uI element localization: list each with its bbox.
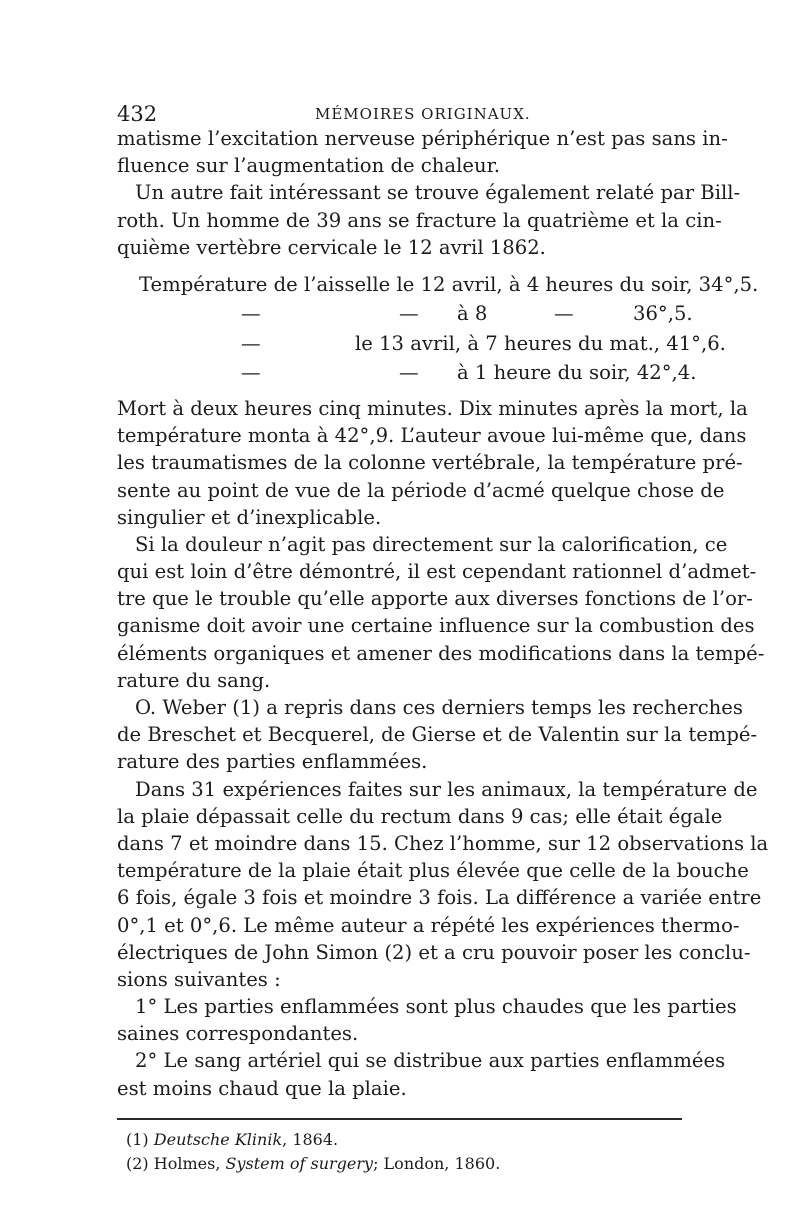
text-line: rature des parties enflammées. bbox=[117, 750, 428, 774]
paragraph bbox=[117, 531, 765, 694]
text-line: O. Weber (1) a repris dans ces derniers temps les recherches bbox=[135, 696, 743, 719]
text-line: roth. Un homme de 39 ans se fracture la quatrième et la cin- bbox=[117, 208, 722, 232]
table-cell: à 8 bbox=[457, 302, 488, 326]
text-line: sente au point de vue de la période d’acmé quelque chose de bbox=[117, 478, 725, 502]
page-header bbox=[117, 102, 697, 126]
footnote-title: System of surgery bbox=[225, 1154, 374, 1173]
page-number: 432 bbox=[117, 102, 158, 126]
text-line: est moins chaud que la plaie. bbox=[117, 1076, 407, 1100]
text-line: température monta à 42°,9. L’auteur avoue lui-même que, dans bbox=[117, 424, 747, 448]
footnote-text: ; London, 1860. bbox=[373, 1154, 501, 1173]
text-line: qui est loin d’être démontré, il est cependant rationnel d’admet- bbox=[117, 560, 757, 584]
temperature-table bbox=[117, 269, 759, 387]
text-line: éléments organiques et amener des modifications dans la tempé- bbox=[117, 641, 765, 665]
body-text bbox=[117, 125, 769, 1102]
text-line: Un autre fait intéressant se trouve également relaté par Bill- bbox=[135, 181, 741, 205]
text-line: saines correspondantes. bbox=[117, 1022, 359, 1046]
text-line: matisme l’excitation nerveuse périphérique n’est pas sans in- bbox=[117, 127, 728, 150]
text-line: température de la plaie était plus élevée que celle de la bouche bbox=[117, 859, 749, 883]
text-line: rature du sang. bbox=[117, 668, 271, 692]
paragraph bbox=[117, 694, 758, 776]
text-line: de Breschet et Becquerel, de Gierse et de Valentin sur la tempé- bbox=[117, 723, 758, 747]
table-row bbox=[117, 328, 726, 358]
footnote-mark: (1) bbox=[126, 1130, 149, 1149]
table-cell: le 13 avril, à 7 heures du mat., 41°,6. bbox=[355, 331, 726, 355]
paragraph bbox=[117, 125, 728, 179]
paragraph bbox=[117, 1047, 726, 1101]
text-line: Mort à deux heures cinq minutes. Dix minutes après la mort, la bbox=[117, 396, 748, 420]
ditto-mark: — bbox=[399, 302, 419, 326]
ditto-mark: — bbox=[241, 331, 261, 355]
paragraph bbox=[117, 993, 737, 1047]
text-line: fluence sur l’augmentation de chaleur. bbox=[117, 154, 501, 178]
text-line: sions suivantes : bbox=[117, 967, 281, 991]
footnote-1 bbox=[126, 1128, 500, 1152]
text-line: les traumatismes de la colonne vertébrale, la température pré- bbox=[117, 451, 743, 475]
ditto-mark: — bbox=[241, 302, 261, 326]
text-line: 0°,1 et 0°,6. Le même auteur a répété les expériences thermo- bbox=[117, 913, 740, 937]
table-cell: à 1 heure du soir, 42°,4. bbox=[457, 361, 697, 385]
footnote-2 bbox=[126, 1152, 500, 1176]
running-title: MÉMOIRES ORIGINAUX. bbox=[315, 105, 531, 123]
footnote-author: Holmes, bbox=[153, 1154, 226, 1173]
table-row bbox=[117, 269, 759, 299]
paragraph bbox=[117, 776, 769, 994]
ditto-mark: — bbox=[241, 361, 261, 385]
text-line: la plaie dépassait celle du rectum dans 9 cas; elle était égale bbox=[117, 804, 723, 828]
table-row bbox=[117, 357, 698, 387]
text-line: Dans 31 expériences faites sur les animaux, la température de bbox=[135, 777, 758, 801]
text-line: 1° Les parties enflammées sont plus chaudes que les parties bbox=[135, 995, 737, 1019]
text-line: Si la douleur n’agit pas directement sur la calorification, ce bbox=[135, 532, 728, 556]
text-line: dans 7 et moindre dans 15. Chez l’homme, sur 12 observations la bbox=[117, 831, 769, 855]
text-line: électriques de John Simon (2) et a cru pouvoir poser les conclu- bbox=[117, 940, 751, 964]
paragraph bbox=[117, 395, 748, 531]
table-cell: 36°,5. bbox=[633, 302, 693, 326]
footnotes bbox=[126, 1128, 500, 1176]
table-row bbox=[117, 298, 698, 328]
table-cell: Température de l’aisselle le 12 avril, à 4 heures du soir, 34°,5. bbox=[139, 272, 759, 296]
text-line: singulier et d’inexplicable. bbox=[117, 505, 382, 529]
text-line: 2° Le sang artériel qui se distribue aux parties enflammées bbox=[135, 1049, 726, 1073]
ditto-mark: — bbox=[399, 361, 419, 385]
text-line: 6 fois, égale 3 fois et moindre 3 fois. La différence a variée entre bbox=[117, 886, 762, 910]
footnote-rule bbox=[117, 1118, 682, 1120]
text-line: quième vertèbre cervicale le 12 avril 1862. bbox=[117, 235, 546, 259]
footnote-mark: (2) bbox=[126, 1154, 149, 1173]
paragraph bbox=[117, 179, 741, 261]
footnote-text: , 1864. bbox=[282, 1130, 339, 1149]
ditto-mark: — bbox=[554, 302, 574, 326]
text-line: ganisme doit avoir une certaine influence sur la combustion des bbox=[117, 614, 755, 638]
footnote-title: Deutsche Klinik bbox=[153, 1130, 283, 1149]
text-line: tre que le trouble qu’elle apporte aux diverses fonctions de l’or- bbox=[117, 587, 753, 611]
